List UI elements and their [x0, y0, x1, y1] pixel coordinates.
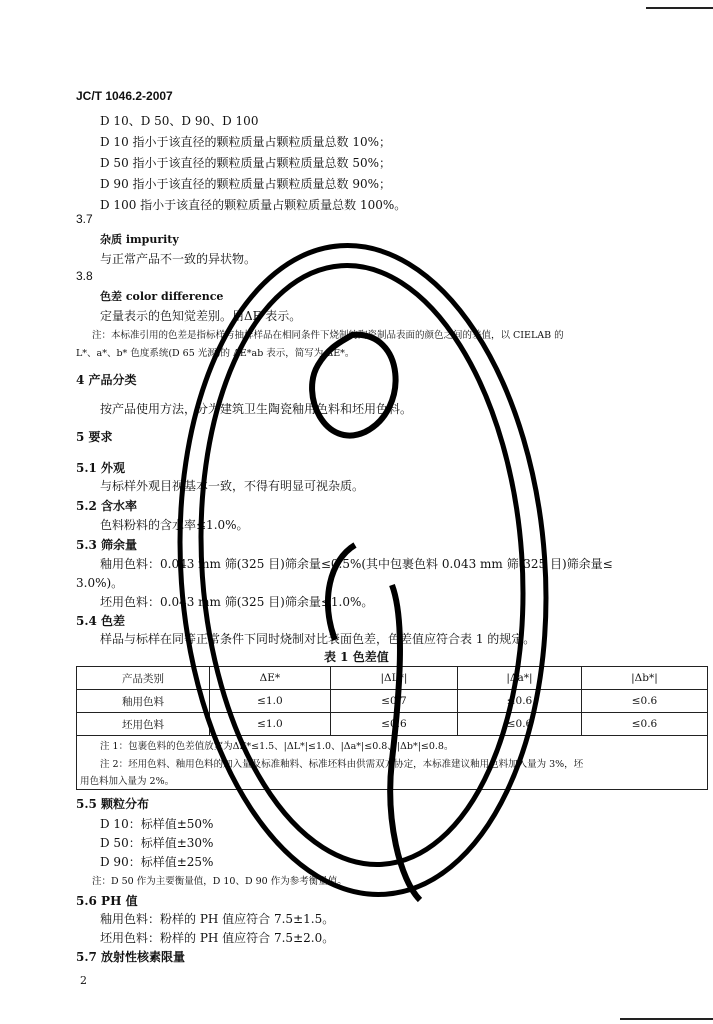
table-cell: ≤1.0	[210, 713, 331, 736]
appearance-requirement: 与标样外观目视基本一致，不得有明显可视杂质。	[100, 479, 365, 493]
table-cell: 釉用色料	[77, 690, 210, 713]
impurity-definition: 与正常产品不一致的异状物。	[100, 252, 257, 266]
standard-code: JC/T 1046.2-2007	[76, 89, 173, 103]
ph-glaze: 釉用色料：粉样的 PH 值应符合 7.5±1.5。	[100, 912, 335, 926]
d-list: D 10、D 50、D 90、D 100	[100, 114, 259, 128]
table-cell: ≤1.0	[210, 690, 331, 713]
section-5-heading: 5 要求	[76, 430, 113, 444]
d100-definition: D 100 指小于该直径的颗粒质量占颗粒质量总数 100%。	[100, 198, 407, 212]
header-rule	[646, 7, 713, 9]
table-header-cell: |Δa*|	[458, 667, 582, 690]
section-5-6-heading: 5.6 PH 值	[76, 894, 138, 908]
section-3-7: 3.7	[76, 212, 93, 226]
table-header-cell: |Δb*|	[581, 667, 707, 690]
color-difference-term: 色差 color difference	[100, 290, 224, 303]
sieve-body: 坯用色料：0.043 mm 筛(325 目)筛余量≤1.0%。	[100, 595, 374, 609]
color-difference-definition: 定量表示的色知觉差别。用ΔE 表示。	[100, 309, 302, 323]
table-cell: ≤0.6	[330, 713, 457, 736]
section-5-2-heading: 5.2 含水率	[76, 499, 138, 513]
table-cell: ≤0.7	[330, 690, 457, 713]
table-1-caption: 表 1 色差值	[324, 650, 389, 664]
section-5-5-heading: 5.5 颗粒分布	[76, 797, 150, 811]
particle-d10: D 10：标样值±50%	[100, 817, 214, 831]
color-difference-table	[76, 666, 708, 736]
table-header-cell: 产品类别	[77, 667, 210, 690]
d50-definition: D 50 指小于该直径的颗粒质量占颗粒质量总数 50%；	[100, 156, 392, 170]
classification-text: 按产品使用方法，分为建筑卫生陶瓷釉用色料和坯用色料。	[100, 402, 413, 416]
table-cell: ≤0.6	[458, 713, 582, 736]
section-5-4-heading: 5.4 色差	[76, 614, 126, 628]
table-note-2-line1: 注 2：坯用色料、釉用色料的加入量及标准釉料、标准坯料由供需双方协定，本标准建议釉用色料加入量为 3%，坯	[100, 759, 584, 770]
table-row	[77, 690, 708, 713]
section-3-8: 3.8	[76, 269, 93, 283]
table-note-2-line2: 用色料加入量为 2%。	[80, 776, 175, 787]
table-header-row	[77, 667, 708, 690]
particle-note: 注：D 50 作为主要衡量值，D 10、D 90 作为参考衡量值。	[92, 876, 347, 887]
table-cell: ≤0.6	[458, 690, 582, 713]
moisture-requirement: 色料粉料的含水率≤1.0%。	[100, 518, 249, 532]
sieve-glaze-line1: 釉用色料：0.043 mm 筛(325 目)筛余量≤0.5%(其中包裹色料 0.043 mm 筛(325 目)筛余量≤	[100, 557, 613, 571]
section-5-1-heading: 5.1 外观	[76, 461, 126, 475]
note-3-8-line1: 注：本标准引用的色差是指标样与抽样样品在相同条件下烧制的陶瓷制品表面的颜色之间的差值，以 CIELAB 的	[92, 330, 564, 341]
page-number: 2	[80, 974, 87, 987]
color-difference-requirement: 样品与标样在同等正常条件下同时烧制对比表面色差，色差值应符合表 1 的规定。	[100, 632, 536, 646]
impurity-term: 杂质 impurity	[100, 233, 179, 246]
table-cell: ≤0.6	[581, 713, 707, 736]
section-5-7-heading: 5.7 放射性核素限量	[76, 950, 186, 964]
note-3-8-line2: L*、a*、b* 色度系统(D 65 光源)的 ΔE*ab 表示，简写为 ΔE*。	[76, 348, 355, 359]
d90-definition: D 90 指小于该直径的颗粒质量占颗粒质量总数 90%；	[100, 177, 392, 191]
d10-definition: D 10 指小于该直径的颗粒质量占颗粒质量总数 10%；	[100, 135, 392, 149]
particle-d50: D 50：标样值±30%	[100, 836, 214, 850]
table-note-1: 注 1：包裹色料的色差值放宽为ΔE*≤1.5、|ΔL*|≤1.0、|Δa*|≤0.8、|Δb*|≤0.8。	[100, 741, 454, 752]
ph-body: 坯用色料：粉样的 PH 值应符合 7.5±2.0。	[100, 931, 335, 945]
table-header-cell: ΔE*	[210, 667, 331, 690]
particle-d90: D 90：标样值±25%	[100, 855, 214, 869]
section-5-3-heading: 5.3 筛余量	[76, 538, 138, 552]
table-header-cell: |ΔL*|	[330, 667, 457, 690]
section-4-heading: 4 产品分类	[76, 373, 137, 387]
table-cell: ≤0.6	[581, 690, 707, 713]
table-cell: 坯用色料	[77, 713, 210, 736]
footer-rule	[620, 1018, 713, 1020]
sieve-glaze-line2: 3.0%)。	[76, 576, 124, 590]
